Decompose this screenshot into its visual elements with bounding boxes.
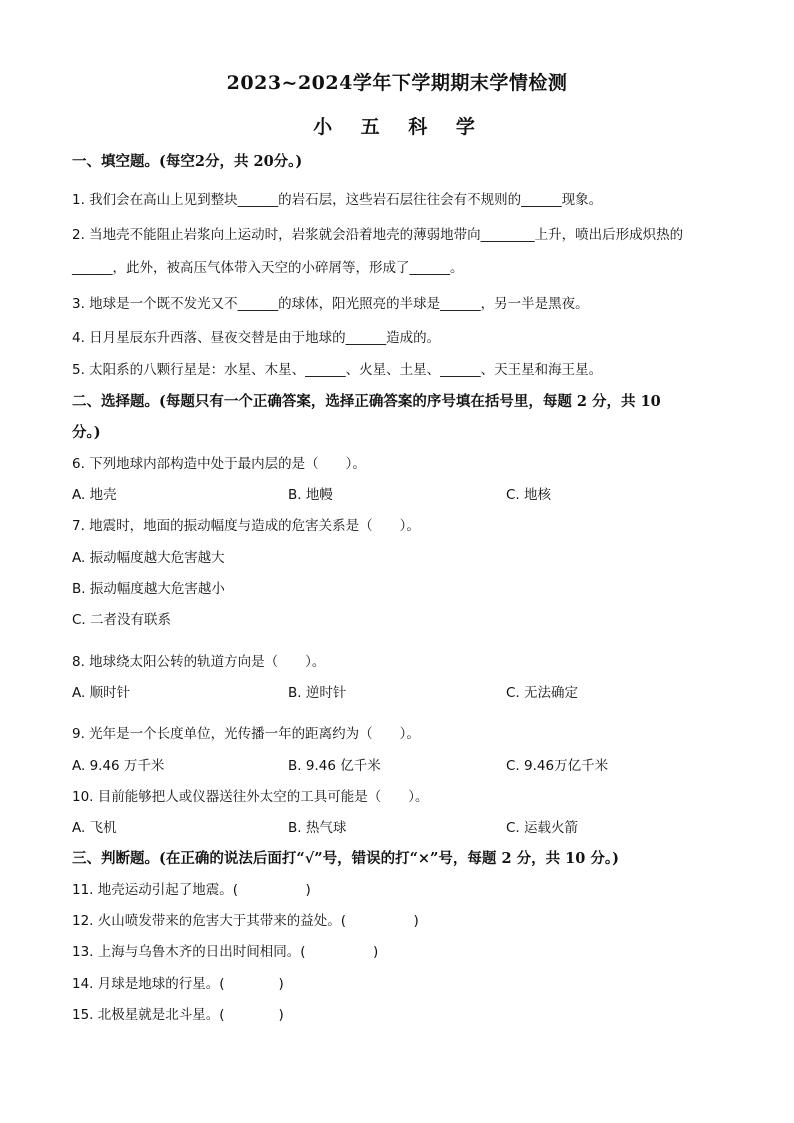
question-1: 1. 我们会在高山上见到整块______的岩石层，这些岩石层往往会有不规则的______现象。 bbox=[72, 192, 603, 208]
question-9: 9. 光年是一个长度单位，光传播一年的距离约为（ ）。 bbox=[72, 726, 420, 742]
question-3: 3. 地球是一个既不发光又不______的球体，阳光照亮的半球是______，另一半是黑夜。 bbox=[72, 296, 589, 312]
question-6: 6. 下列地球内部构造中处于最内层的是（ ）。 bbox=[72, 456, 366, 472]
option-7-b: B. 振动幅度越大危害越小 bbox=[72, 581, 225, 597]
option-8-b: B. 逆时针 bbox=[288, 685, 347, 701]
option-7-c: C. 二者没有联系 bbox=[72, 612, 172, 628]
question-7: 7. 地震时，地面的振动幅度与造成的危害关系是（ ）。 bbox=[72, 518, 420, 534]
option-9-c: C. 9.46万亿千米 bbox=[506, 758, 609, 774]
option-9-a: A. 9.46 万千米 bbox=[72, 758, 165, 774]
section-choice-heading: 二、选择题。(每题只有一个正确答案，选择正确答案的序号填在括号里，每题 2 分，共 10 bbox=[72, 393, 661, 410]
option-8-c: C. 无法确定 bbox=[506, 685, 579, 701]
question-13: 13. 上海与乌鲁木齐的日出时间相同。( ) bbox=[72, 944, 379, 960]
section-choice-heading-cont: 分。) bbox=[72, 424, 101, 441]
question-15: 15. 北极星就是北斗星。( ) bbox=[72, 1007, 284, 1023]
section-judge-heading: 三、判断题。(在正确的说法后面打“√”号，错误的打“×”号，每题 2 分，共 10 分。) bbox=[72, 850, 619, 867]
option-10-b: B. 热气球 bbox=[288, 820, 347, 836]
option-9-b: B. 9.46 亿千米 bbox=[288, 758, 381, 774]
question-5: 5. 太阳系的八颗行星是：水星、木星、______、火星、土星、______、天王星和海王星。 bbox=[72, 362, 603, 378]
question-4: 4. 日月星辰东升西落、昼夜交替是由于地球的______造成的。 bbox=[72, 330, 441, 346]
question-10: 10. 目前能够把人或仪器送往外太空的工具可能是（ ）。 bbox=[72, 789, 429, 805]
exam-subtitle: 小 五 科 学 bbox=[313, 116, 481, 138]
option-6-a: A. 地壳 bbox=[72, 487, 117, 503]
option-10-a: A. 飞机 bbox=[72, 820, 117, 836]
question-14: 14. 月球是地球的行星。( ) bbox=[72, 976, 284, 992]
question-2-line-1: 2. 当地壳不能阻止岩浆向上运动时，岩浆就会沿着地壳的薄弱地带向________上升，喷出后形成炽热的 bbox=[72, 227, 684, 243]
option-6-c: C. 地核 bbox=[506, 487, 552, 503]
option-8-a: A. 顺时针 bbox=[72, 685, 131, 701]
option-6-b: B. 地幔 bbox=[288, 487, 333, 503]
question-8: 8. 地球绕太阳公转的轨道方向是（ ）。 bbox=[72, 654, 326, 670]
exam-title: 2023~2024学年下学期期末学情检测 bbox=[226, 72, 568, 94]
question-12: 12. 火山喷发带来的危害大于其带来的益处。( ) bbox=[72, 913, 419, 929]
question-11: 11. 地壳运动引起了地震。( ) bbox=[72, 882, 311, 898]
option-7-a: A. 振动幅度越大危害越大 bbox=[72, 550, 225, 566]
section-fill-heading: 一、填空题。(每空2分，共 20分。) bbox=[72, 153, 303, 170]
question-2-line-2: ______，此外，被高压气体带入天空的小碎屑等，形成了______。 bbox=[72, 260, 464, 276]
option-10-c: C. 运载火箭 bbox=[506, 820, 579, 836]
